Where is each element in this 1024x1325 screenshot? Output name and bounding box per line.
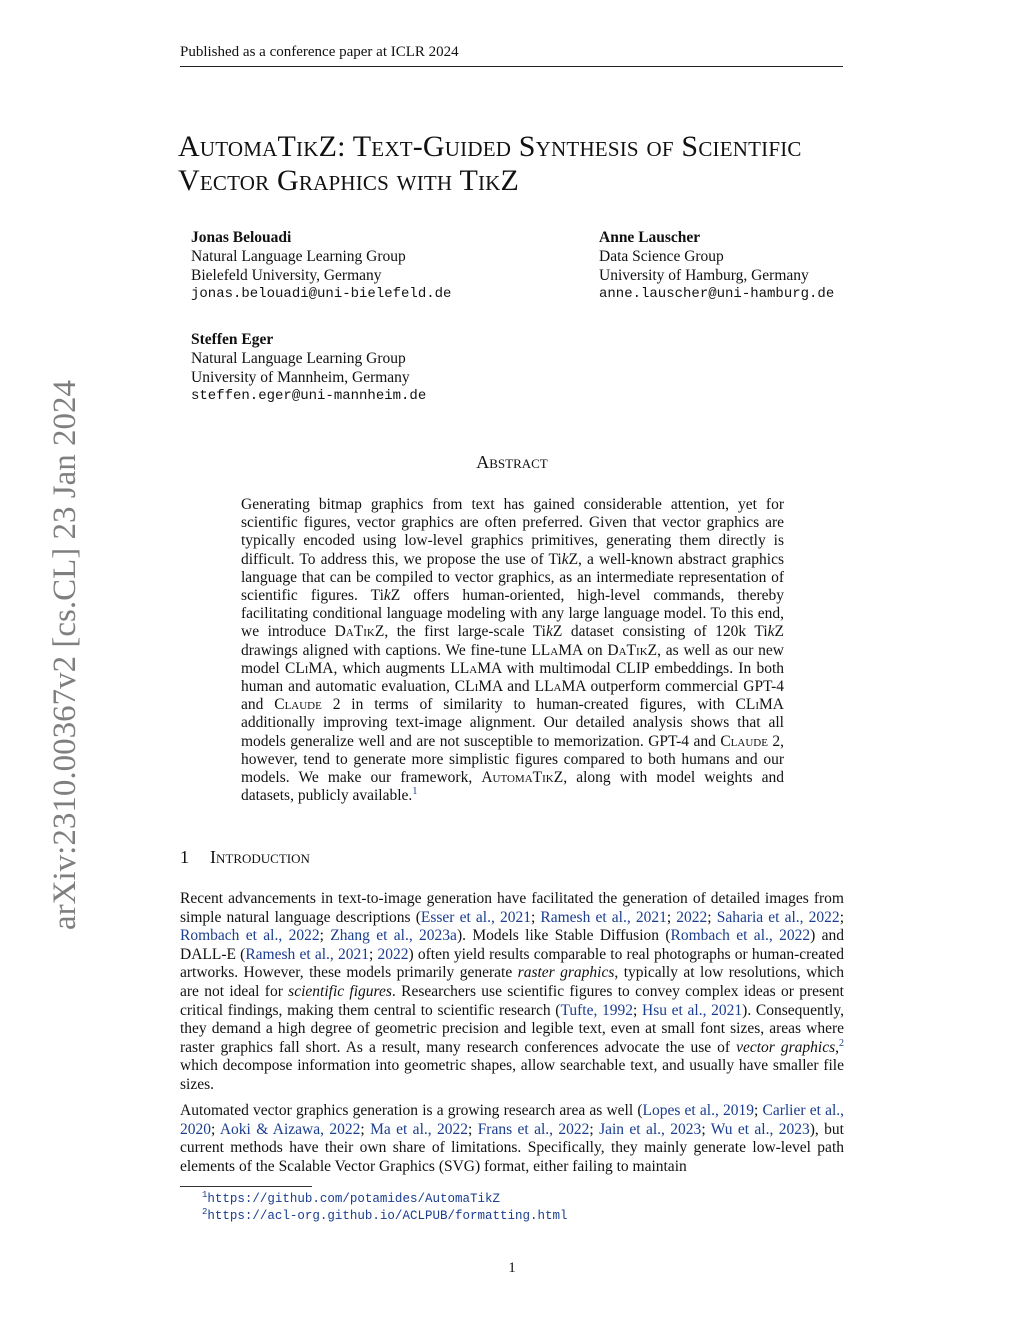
abstract-segment: MA, which augments LL xyxy=(308,659,470,677)
citation-link[interactable]: Frans et al., 2022 xyxy=(477,1120,590,1138)
abstract-segment: 2 in terms of similarity to human-created figures, with CL xyxy=(321,696,756,714)
footnote-link[interactable]: https://github.com/potamides/AutomaTikZ xyxy=(207,1192,500,1206)
abstract-segment: Claude xyxy=(274,696,322,714)
citation-link[interactable]: Rombach et al., 2022 xyxy=(670,927,811,945)
text-segment: ; xyxy=(589,1120,600,1138)
abstract-segment: Z offers human-oriented, high-level commands, thereby facilitating conditional language modeling with any large language model. To this end, we introduce xyxy=(241,587,784,641)
abstract-segment: MA and LL xyxy=(478,678,554,696)
abstract-segment: i xyxy=(474,678,479,696)
author-email[interactable]: steffen.eger@uni-mannheim.de xyxy=(191,388,427,404)
abstract-segment: Generating bitmap graphics from text has gained considerable attention, yet for scientific figures, vector graphics are often preferred. Given that vector graphics are typically encoded using low-level graphics primitives, generating them directly is difficult. To address this, we propose the use of Ti xyxy=(241,496,784,568)
citation-link[interactable]: Tufte, 1992 xyxy=(560,1001,634,1019)
footnote-ref-2[interactable]: 2 xyxy=(839,1037,844,1049)
footnote-rule xyxy=(180,1186,312,1187)
abstract-segment: k xyxy=(383,587,391,605)
text-segment: which decompose information into geometric shapes, allow searchable text, and usually have smaller file sizes. xyxy=(180,1057,844,1093)
text-segment: ). Models like Stable Diffusion ( xyxy=(456,927,671,945)
text-segment: ; xyxy=(754,1102,763,1119)
text-segment: ; xyxy=(369,945,378,963)
text-segment: ; xyxy=(707,908,717,926)
citation-link[interactable]: Aoki & Aizawa, 2022 xyxy=(219,1120,361,1138)
citation-link[interactable]: Lopes et al., 2019 xyxy=(642,1102,755,1119)
citation-link[interactable]: 2022 xyxy=(676,908,708,926)
text-segment: ; xyxy=(633,1001,643,1019)
citation-link[interactable]: Zhang et al., 2023a xyxy=(330,927,457,945)
running-header: Published as a conference paper at ICLR 2024 xyxy=(180,44,843,67)
abstract-segment: MA additionally improving text-image alignment. Our detailed analysis shows that all models generalize well and are not susceptible to memorization. GPT-4 and xyxy=(241,696,784,750)
abstract-segment: k xyxy=(545,623,553,641)
arxiv-stamp: arXiv:2310.00367v2 [cs.CL] 23 Jan 2024 xyxy=(47,380,83,930)
author-email[interactable]: jonas.belouadi@uni-bielefeld.de xyxy=(191,286,452,302)
abstract-segment: a xyxy=(553,678,562,696)
abstract-segment: DaTikZ xyxy=(607,641,658,659)
text-segment: raster graphics xyxy=(517,964,615,982)
abstract-segment: , along with model weights and datasets, publicly available. xyxy=(241,769,784,805)
abstract-segment: Claude xyxy=(720,732,768,750)
page-number: 1 xyxy=(508,1260,516,1276)
author-block-1 xyxy=(191,228,451,304)
text-segment: . Researchers use scientific figures to convey complex ideas or present critical findings, making them central to scientific research ( xyxy=(180,982,844,1019)
text-segment: ). Consequently, they demand a high degree of geometric precision and legible text, even at small font sizes, areas where raster graphics fall short. As a result, many research conferences advocate the use of xyxy=(180,1001,844,1056)
author-block-3 xyxy=(191,330,426,406)
abstract-segment: , as well as our new model CL xyxy=(241,641,784,677)
abstract-segment: i xyxy=(304,659,309,677)
abstract-segment: 2, however, tend to generate more simplistic figures compared to both humans and our models. We make our framework, xyxy=(241,732,785,787)
author-affiliation: University of Mannheim, Germany xyxy=(191,369,410,386)
author-name: Jonas Belouadi xyxy=(191,229,292,246)
footnote-link[interactable]: https://acl-org.github.io/ACLPUB/formatting.html xyxy=(207,1209,568,1223)
abstract-heading: Abstract xyxy=(476,452,548,472)
author-group: Natural Language Learning Group xyxy=(191,248,406,265)
author-name: Anne Lauscher xyxy=(599,229,701,246)
paper-title xyxy=(178,130,868,198)
author-group: Data Science Group xyxy=(599,248,724,265)
footnote-2 xyxy=(202,1206,568,1223)
author-group: Natural Language Learning Group xyxy=(191,350,406,367)
citation-link[interactable]: Esser et al., 2021 xyxy=(420,908,531,926)
author-block-2 xyxy=(599,228,834,304)
abstract-segment: DaTikZ xyxy=(334,623,385,641)
text-segment: ; xyxy=(360,1120,371,1138)
footnote-mark: 2 xyxy=(202,1206,208,1217)
author-affiliation: Bielefeld University, Germany xyxy=(191,267,382,284)
text-segment: ; xyxy=(666,908,677,926)
abstract-segment: a xyxy=(469,659,478,677)
citation-link[interactable]: Jain et al., 2023 xyxy=(599,1120,702,1138)
text-segment: ; xyxy=(211,1120,220,1138)
section-heading-introduction xyxy=(180,847,310,868)
citation-link[interactable]: Ramesh et al., 2021 xyxy=(245,945,369,963)
text-segment: ; xyxy=(530,908,541,926)
abstract-segment: Z dataset consisting of 120k Ti xyxy=(552,623,768,641)
author-email[interactable]: anne.lauscher@uni-hamburg.de xyxy=(599,286,835,302)
citation-link[interactable]: Rombach et al., 2022 xyxy=(180,927,320,945)
intro-paragraph-1 xyxy=(180,890,844,1095)
footnote-mark: 1 xyxy=(202,1189,208,1200)
text-segment: Automated vector graphics generation is a growing research area as well ( xyxy=(180,1102,643,1119)
abstract-segment: , the first large-scale Ti xyxy=(384,623,546,641)
footnote-1 xyxy=(202,1189,500,1206)
title-line-2: Vector Graphics with TikZ xyxy=(178,164,520,197)
title-line-1: AutomaTikZ: Text-Guided Synthesis of Scientific xyxy=(178,130,802,163)
abstract-segment: Z, a well-known abstract graphics language that can be compiled to vector graphics, as an intermediate representation of scientific figures. Ti xyxy=(241,550,784,605)
text-segment: ; xyxy=(839,908,844,926)
text-segment: ) and DALL-E ( xyxy=(180,927,845,963)
abstract-segment: MA on xyxy=(558,641,608,659)
abstract-segment: MA outperform commercial GPT-4 and xyxy=(241,678,785,714)
citation-link[interactable]: Saharia et al., 2022 xyxy=(716,908,840,926)
abstract-segment: a xyxy=(550,641,559,659)
abstract-text xyxy=(241,496,784,805)
text-segment: , xyxy=(835,1038,839,1056)
section-number: 1 xyxy=(180,847,189,867)
footnote-ref-1[interactable]: 1 xyxy=(412,786,418,798)
author-affiliation: University of Hamburg, Germany xyxy=(599,267,809,284)
text-segment: scientific figures xyxy=(288,982,392,1000)
text-segment: ; xyxy=(468,1120,478,1138)
text-segment: ) often yield results comparable to real photographs or human-created artworks. However, these models primarily generate xyxy=(180,945,845,982)
abstract-segment: AutomaTikZ xyxy=(481,769,564,787)
citation-link[interactable]: 2022 xyxy=(377,945,409,963)
text-segment: Recent advancements in text-to-image generation have facilitated the generation of detailed images from simple natural language descriptions ( xyxy=(180,890,844,926)
abstract-segment: Z drawings aligned with captions. We fine-tune LL xyxy=(241,623,784,659)
citation-link[interactable]: Carlier et al., 2020 xyxy=(180,1102,844,1138)
text-segment: vector graphics xyxy=(736,1038,836,1056)
abstract-segment: MA with multimodal CLIP embeddings. In both human and automatic evaluation, CL xyxy=(241,659,785,696)
citation-link[interactable]: Hsu et al., 2021 xyxy=(642,1001,743,1019)
citation-link[interactable]: Wu et al., 2023 xyxy=(710,1120,810,1138)
abstract-segment: k xyxy=(767,623,775,641)
citation-link[interactable]: Ramesh et al., 2021 xyxy=(540,908,667,926)
abstract-segment: i xyxy=(755,696,759,714)
intro-paragraph-2 xyxy=(180,1102,844,1176)
text-segment: ; xyxy=(319,927,331,945)
section-title: Introduction xyxy=(210,847,310,867)
text-segment: ), but current methods have their own share of limitations. Specifically, they mainly generate low-level path elements of the Scalable Vector Graphics (SVG) format, either failing to maintain xyxy=(180,1120,844,1175)
text-segment: ; xyxy=(701,1120,711,1138)
text-segment: , typically at low resolutions, which are not ideal for xyxy=(180,964,844,1000)
abstract-segment: k xyxy=(561,550,569,568)
author-name: Steffen Eger xyxy=(191,331,274,348)
citation-link[interactable]: Ma et al., 2022 xyxy=(370,1120,468,1138)
